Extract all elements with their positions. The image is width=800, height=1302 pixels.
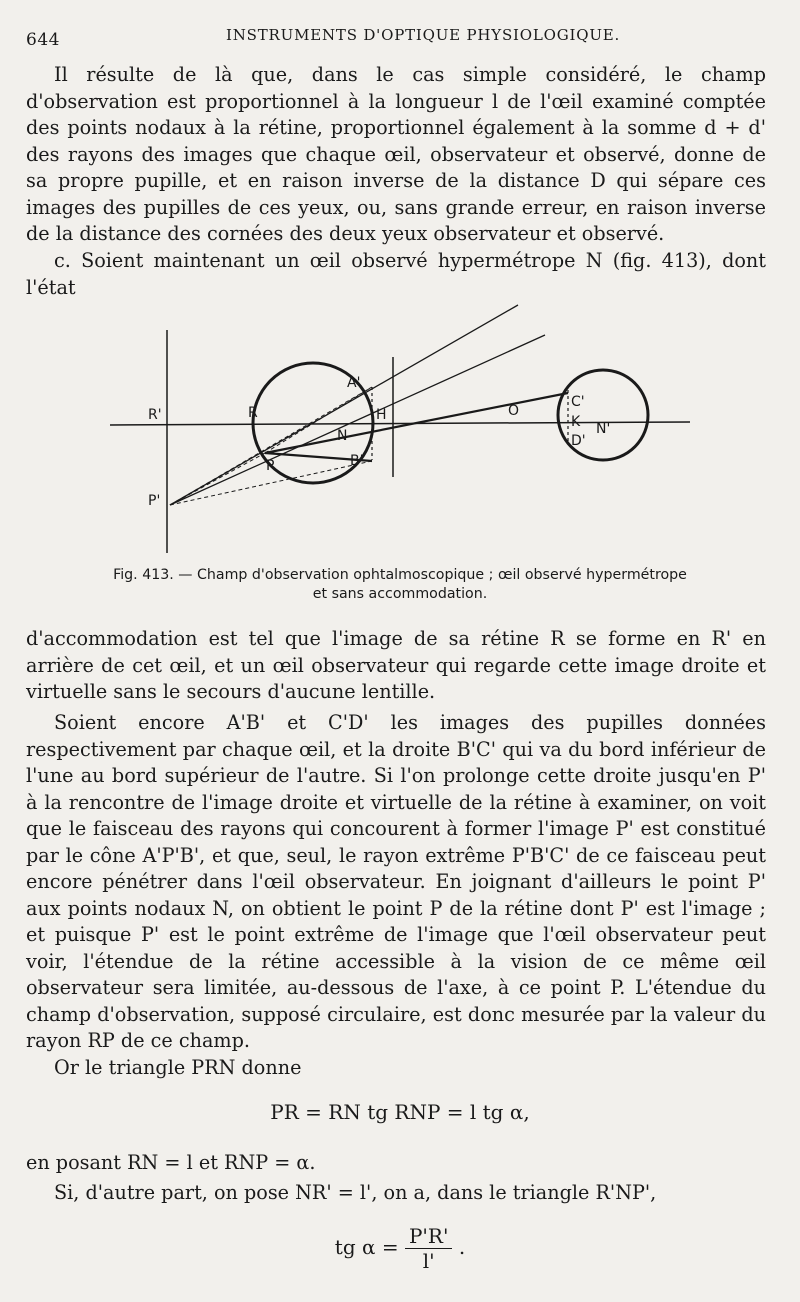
- label-r: R: [248, 405, 258, 421]
- label-a: A': [347, 375, 361, 391]
- formula-pr: PR = RN tg RNP = l tg α,: [270, 1100, 530, 1124]
- page-number: 644: [26, 30, 60, 50]
- label-c: C': [571, 394, 585, 410]
- label-d: D': [571, 433, 586, 449]
- label-h: H: [376, 407, 387, 423]
- paragraph-4: Soient encore A'B' et C'D' les images des pupilles données respectivement par chaque œil, et la droite B'C' qui va du bord inférieur de l'une au bord supérieur de l'autre. Si l'on prolonge cette droite jusqu'en P' à la rencontre de l'image droite et virtuelle de la rétine à examiner, on voit que le faisceau des rayons qui concourent à former l'image P' est constitué par le cône A'P'B', et que, seul, le rayon extrême P'B'C' de ce faisceau peut encore pénétrer dans l'œil observateur. En joignant d'ailleurs le point P' aux points nodaux N, on obtient le point P de la rétine dont P' est l'image ; et puisque P' est le point extrême de l'image que l'œil observateur peut voir, l'étendue de la rétine accessible à la vision de ce même œil observateur sera limitée, au-dessous de l'axe, à ce point P. L'étendue du champ d'observation, supposé circulaire, est donc mesurée par la valeur du rayon RP de ce champ.: [26, 711, 766, 1052]
- fraction-denominator: l': [422, 1249, 435, 1273]
- label-o: O: [508, 403, 520, 419]
- caption-line-1: Fig. 413. — Champ d'observation ophtalmoscopique ; œil observé hypermétrope: [113, 567, 687, 583]
- paragraph-1: Il résulte de là que, dans le cas simple considéré, le champ d'observation est proportionnel à la longueur l de l'œil examiné comptée des points nodaux à la rétine, proportionnel également à la somme d + d' des rayons des images que chaque œil, observateur et observé, donne de sa propre pupille, et en raison inverse de la distance D qui sépare ces images des pupilles de ces yeux, ou, sans grande erreur, en raison inverse de la distance des cornées des deux yeux observateur et observé.: [26, 63, 766, 245]
- paragraph-3: d'accommodation est tel que l'image de sa rétine R se forme en R' en arrière de cet œil, et un œil observateur qui regarde cette image droite et virtuelle sans le secours d'aucune lentille.: [26, 627, 766, 703]
- formula-left: tg α =: [334, 1235, 399, 1259]
- dashed-ray-pp: [170, 453, 265, 505]
- running-title: INSTRUMENTS D'OPTIQUE PHYSIOLOGIQUE.: [226, 26, 621, 44]
- fraction-numerator: P'R': [405, 1224, 453, 1249]
- label-p-prime: P': [148, 493, 161, 509]
- label-n-prime: N': [596, 421, 611, 437]
- paragraph-7: Si, d'autre part, on pose NR' = l', on a, dans le triangle R'NP',: [54, 1181, 657, 1204]
- label-b: B': [350, 453, 364, 469]
- label-p: P: [266, 458, 275, 474]
- formula-tg-alpha: [0, 1224, 800, 1273]
- dashed-ray-pa: [170, 387, 372, 505]
- optical-diagram: [100, 295, 700, 575]
- paragraph-6: en posant RN = l et RNP = α.: [26, 1151, 316, 1174]
- figure-413: [100, 295, 700, 575]
- label-n: N: [337, 428, 348, 444]
- paragraph-2: c. Soient maintenant un œil observé hypermétrope N (fig. 413), dont l'état: [26, 249, 766, 299]
- caption-line-2: et sans accommodation.: [312, 586, 488, 602]
- figure-caption: [60, 566, 740, 604]
- label-r-prime: R': [148, 407, 162, 423]
- label-k: K: [571, 414, 581, 430]
- formula-end: .: [458, 1235, 466, 1259]
- fraction: [405, 1224, 453, 1273]
- ray-middle: [170, 335, 545, 505]
- paragraph-5: Or le triangle PRN donne: [54, 1056, 302, 1079]
